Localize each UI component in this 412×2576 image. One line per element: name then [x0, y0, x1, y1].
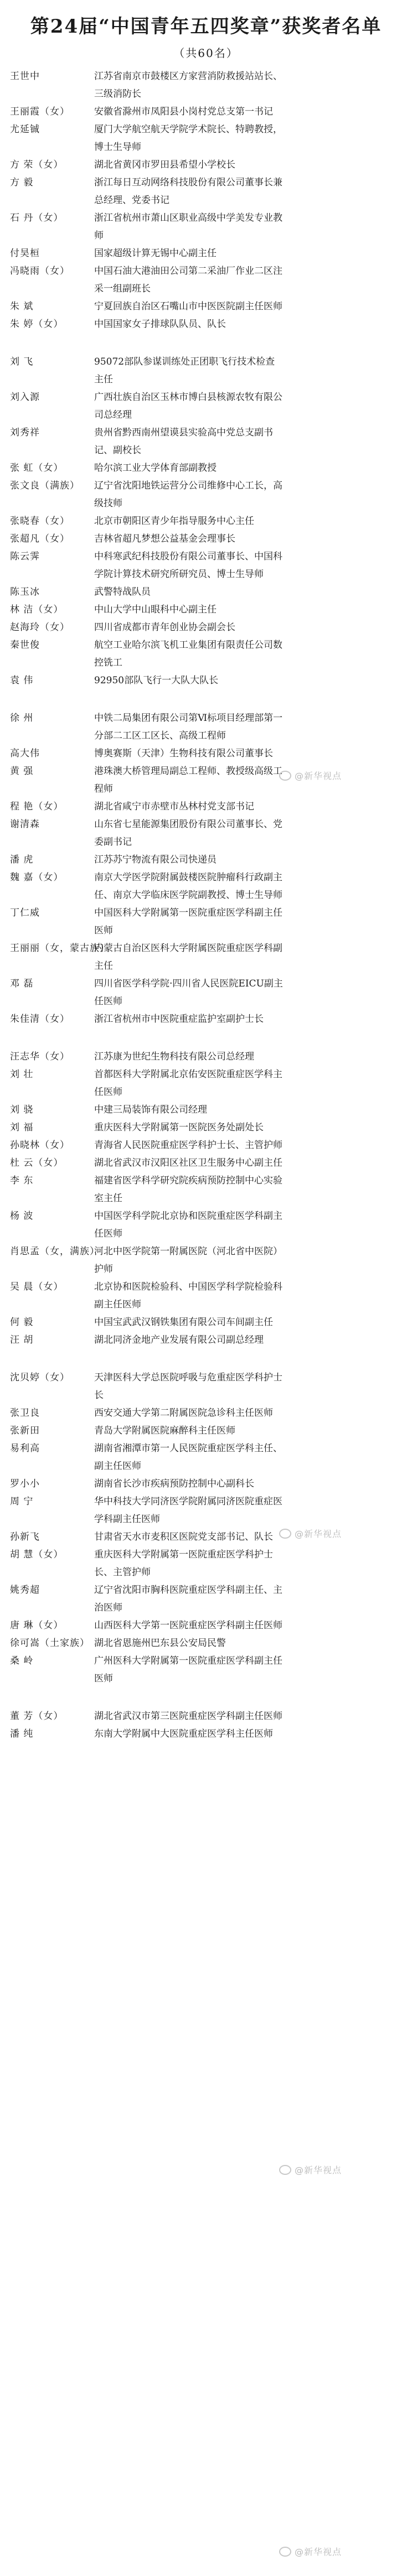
awardee-row — [0, 1278, 412, 1313]
awardee-affiliation: 广西壮族自治区玉林市博白县核源农牧有限公司总经理 — [94, 392, 282, 420]
awardee-affiliation: 中铁二局集团有限公司第Ⅵ标项目经理部第一分部二工区工区长、高级工程师 — [94, 713, 283, 741]
awardee-name: 唐 琳（女） — [10, 1620, 64, 1631]
awardee-row — [0, 1207, 412, 1243]
awardee-row — [0, 548, 412, 583]
awardee-name: 刘秀祥 — [10, 427, 40, 438]
section-gap — [0, 1687, 412, 1707]
awardee-row — [0, 315, 412, 333]
awardee-row — [0, 1493, 412, 1528]
awardee-name: 张新田 — [10, 1425, 40, 1436]
page-subtitle: （共60名） — [173, 46, 239, 60]
awardee-name: 程 艳（女） — [10, 801, 64, 812]
watermark-text: @新华视点 — [295, 1529, 342, 1539]
awardee-name: 何 毅 — [10, 1317, 34, 1328]
awardee-name: 汪 胡 — [10, 1334, 34, 1346]
awardee-row — [0, 583, 412, 601]
awardee-name: 罗小小 — [10, 1478, 40, 1489]
awardee-affiliation: 浙江省杭州市中医院重症监护室副护士长 — [94, 1014, 264, 1025]
awardee-affiliation: 辽宁省沈阳地铁运营分公司维修中心工长，高级技师 — [94, 480, 282, 509]
awardee-name: 刘 壮 — [10, 1069, 34, 1080]
awardee-affiliation: 四川省成都市青年创业协会副会长 — [94, 622, 235, 633]
awardee-affiliation: 江苏苏宁物流有限公司快递员 — [94, 854, 217, 865]
awardee-row — [0, 1725, 412, 1743]
awardee-affiliation: 湖北省咸宁市赤壁市丛林村党支部书记 — [94, 801, 254, 812]
awardee-name: 陈云霁 — [10, 551, 40, 562]
awardee-affiliation: 江苏康为世纪生物科技有限公司总经理 — [94, 1051, 254, 1062]
watermark-text: @新华视点 — [295, 771, 342, 781]
awardee-affiliation: 博奥赛斯（天津）生物科技有限公司董事长 — [94, 748, 273, 759]
awardee-row — [0, 601, 412, 619]
awardee-name: 方 荣（女） — [10, 159, 64, 170]
awardee-row — [0, 1652, 412, 1687]
awardee-name: 张超凡（女） — [10, 533, 70, 544]
awardee-affiliation: 湖南省长沙市疾病预防控制中心副科长 — [94, 1478, 254, 1489]
awardee-row — [0, 1010, 412, 1028]
awardee-name: 魏 嘉（女） — [10, 872, 64, 883]
watermark — [279, 1527, 390, 1540]
awardee-affiliation: 天津医科大学总医院呼吸与危重症医学科护士长 — [94, 1372, 282, 1401]
awardee-affiliation: 广州医科大学附属第一医院重症医学科副主任医师 — [94, 1655, 282, 1684]
awardee-row — [0, 798, 412, 816]
watermark-text: @新华视点 — [295, 2547, 342, 2557]
awardee-name: 刘 飞 — [10, 356, 34, 367]
awardee-name: 邓 磊 — [10, 978, 34, 989]
awardee-row — [0, 1048, 412, 1066]
awardee-name: 刘 骁 — [10, 1104, 34, 1115]
awardee-row — [0, 1475, 412, 1493]
awardee-name: 方 毅 — [10, 177, 34, 188]
awardee-affiliation: 湖北同济金地产业发展有限公司副总经理 — [94, 1334, 264, 1346]
awardee-row — [0, 1634, 412, 1652]
awardee-affiliation: 湖北省黄冈市罗田县希望小学校长 — [94, 159, 235, 170]
awardee-row — [0, 174, 412, 209]
awardee-row — [0, 939, 412, 975]
awardee-affiliation: 青岛大学附属医院麻醉科主任医师 — [94, 1425, 235, 1436]
awardee-name: 吴 晨（女） — [10, 1281, 64, 1292]
awardee-name: 王丽霞（女） — [10, 106, 70, 117]
awardee-name: 杜 云（女） — [10, 1157, 64, 1168]
awardee-row — [0, 209, 412, 245]
awardee-affiliation: 中山大学中山眼科中心副主任 — [94, 604, 217, 615]
awardee-name: 潘 纯 — [10, 1728, 34, 1739]
awardee-affiliation: 中科寒武纪科技股份有限公司董事长、中国科学院计算技术研究所研究员、博士生导师 — [94, 551, 282, 580]
awardee-row — [0, 1707, 412, 1725]
awardee-affiliation: 福建省医学科学研究院疾病预防控制中心实验室主任 — [94, 1175, 282, 1204]
awardee-affiliation: 航空工业哈尔滨飞机工业集团有限责任公司数控铣工 — [94, 640, 282, 668]
awardee-name: 朱 斌 — [10, 301, 34, 312]
awardee-row — [0, 103, 412, 121]
awardee-name: 刘入源 — [10, 392, 40, 403]
awardee-row — [0, 1119, 412, 1136]
awardee-affiliation: 西安交通大学第二附属医院急诊科主任医师 — [94, 1408, 273, 1419]
awardee-affiliation: 中国医学科学院北京协和医院重症医学科副主任医师 — [94, 1211, 282, 1239]
awardee-row — [0, 1422, 412, 1440]
awardee-affiliation: 江苏省南京市鼓楼区方家营消防救援站站长、三级消防长 — [94, 71, 282, 100]
weibo-logo-icon — [279, 2165, 291, 2175]
awardee-row — [0, 459, 412, 477]
awardee-name: 朱 婷（女） — [10, 319, 64, 330]
awardee-row — [0, 1440, 412, 1475]
awardee-affiliation: 92950部队飞行一大队大队长 — [94, 675, 219, 686]
awardee-affiliation: 安徽省滁州市凤阳县小岗村党总支第一书记 — [94, 106, 273, 117]
awardee-row — [0, 636, 412, 672]
awardee-row — [0, 1581, 412, 1617]
awardee-name: 张晓春（女） — [10, 516, 70, 527]
awardee-name: 朱佳清（女） — [10, 1014, 70, 1025]
awardee-affiliation: 南京大学医学院附属鼓楼医院肿瘤科行政副主任、南京大学临床医学院副教授、博士生导师 — [94, 872, 282, 901]
awardee-affiliation: 湖北省恩施州巴东县公安局民警 — [94, 1638, 226, 1649]
awardee-affiliation: 重庆医科大学附属第一医院医务处副处长 — [94, 1122, 264, 1133]
awardee-name: 杨 波 — [10, 1211, 34, 1222]
awardee-row — [0, 1546, 412, 1581]
awardee-affiliation: 武警特战队员 — [94, 586, 151, 598]
awardee-name: 胡 慧（女） — [10, 1549, 64, 1560]
awardee-affiliation: 湖南省湘潭市第一人民医院重症医学科主任、副主任医师 — [94, 1443, 282, 1472]
awardee-affiliation: 港珠澳大桥管理局副总工程师、教授级高级工程师 — [94, 766, 282, 794]
awardee-row — [0, 1066, 412, 1101]
awardee-affiliation: 山东省七星能源集团股份有限公司董事长、党委副书记 — [94, 819, 282, 848]
awardee-row — [0, 1369, 412, 1404]
awardee-row — [0, 1172, 412, 1207]
awardee-affiliation: 浙江每日互动网络科技股份有限公司董事长兼总经理、党委书记 — [94, 177, 282, 206]
awardee-name: 林 洁（女） — [10, 604, 64, 615]
awardee-affiliation: 贵州省黔西南州望谟县实验高中党总支副书记、副校长 — [94, 427, 273, 456]
awardee-affiliation: 华中科技大学同济医学院附属同济医院重症医学科副主任医师 — [94, 1496, 282, 1525]
awardee-name: 刘 福 — [10, 1122, 34, 1133]
awardee-name: 秦世俊 — [10, 640, 40, 651]
awardee-affiliation: 哈尔滨工业大学体育部副教授 — [94, 463, 217, 474]
awardee-row — [0, 262, 412, 298]
page-title: 第24届“中国青年五四奖章”获奖者名单 — [30, 15, 382, 38]
awardee-row — [0, 1313, 412, 1331]
awardee-row — [0, 1136, 412, 1154]
awardee-row — [0, 1331, 412, 1349]
awardee-name: 石 丹（女） — [10, 212, 64, 224]
awardee-name: 袁 伟 — [10, 675, 34, 686]
awardee-affiliation: 中国国家女子排球队队员、队长 — [94, 319, 226, 330]
awardee-row — [0, 869, 412, 904]
awardee-affiliation: 甘肃省天水市麦积区医院党支部书记、队长 — [94, 1531, 273, 1543]
awardee-name: 肖思孟（女，满族） — [10, 1246, 100, 1257]
awardee-name: 王世中 — [10, 71, 40, 82]
awardee-affiliation: 中国石油大港油田公司第二采油厂作业二区注采一组副班长 — [94, 266, 282, 294]
awardee-name: 黄 强 — [10, 766, 34, 777]
awardee-row — [0, 67, 412, 103]
awardee-name: 沈贝婷（女） — [10, 1372, 70, 1383]
awardee-name: 桑 岭 — [10, 1655, 34, 1666]
section-gap — [0, 689, 412, 709]
awardee-row — [0, 245, 412, 262]
watermark-text: @新华视点 — [295, 2165, 342, 2175]
awardee-affiliation: 重庆医科大学附属第一医院重症医学科护士长、主管护师 — [94, 1549, 273, 1578]
awardee-row — [0, 353, 412, 388]
section-gap — [0, 333, 412, 353]
awardee-affiliation: 中国医科大学附属第一医院重症医学科副主任医师 — [94, 907, 282, 936]
weibo-logo-icon — [279, 2547, 291, 2557]
awardee-name: 潘 虎 — [10, 854, 34, 865]
awardee-affiliation: 吉林省超凡梦想公益基金会理事长 — [94, 533, 235, 544]
awardee-name: 尤延铖 — [10, 124, 40, 135]
awardee-row — [0, 816, 412, 851]
awardee-row — [0, 298, 412, 315]
awardee-name: 高大伟 — [10, 748, 40, 759]
awardee-row — [0, 530, 412, 548]
awardee-name: 张卫良 — [10, 1408, 40, 1419]
awardee-row — [0, 1404, 412, 1422]
awardee-list — [0, 67, 412, 1743]
awardee-row — [0, 709, 412, 745]
awardee-affiliation: 宁夏回族自治区石嘴山市中医医院副主任医师 — [94, 301, 282, 312]
awardee-name: 张文良（满族） — [10, 480, 80, 491]
section-gap — [0, 1349, 412, 1369]
awardee-name: 冯晓雨（女） — [10, 266, 70, 277]
awardee-row — [0, 975, 412, 1010]
awardee-row — [0, 121, 412, 156]
weibo-logo-icon — [279, 1529, 291, 1539]
awardee-row — [0, 672, 412, 689]
awardee-name: 易利高 — [10, 1443, 40, 1454]
awardee-row — [0, 1243, 412, 1278]
awardee-affiliation: 北京市朝阳区青少年指导服务中心主任 — [94, 516, 254, 527]
awardee-name: 付昊桓 — [10, 248, 40, 259]
awardee-affiliation: 湖北省武汉市汉阳区社区卫生服务中心副主任 — [94, 1157, 282, 1168]
awardee-row — [0, 388, 412, 424]
awardee-affiliation: 北京协和医院检验科、中国医学科学院检验科副主任医师 — [94, 1281, 282, 1310]
awardee-row — [0, 512, 412, 530]
watermark — [279, 2163, 390, 2176]
awardee-affiliation: 中国宝武武汉钢铁集团有限公司车间副主任 — [94, 1317, 273, 1328]
awardee-affiliation: 山西医科大学第一医院重症医学科副主任医师 — [94, 1620, 282, 1631]
awardee-row — [0, 851, 412, 869]
awardee-row — [0, 904, 412, 939]
awardee-affiliation: 辽宁省沈阳市胸科医院重症医学科副主任、主治医师 — [94, 1585, 282, 1613]
awardee-row — [0, 1101, 412, 1119]
awardee-name: 徐 州 — [10, 713, 34, 724]
awardee-affiliation: 国家超级计算无锡中心副主任 — [94, 248, 217, 259]
awardee-row — [0, 1617, 412, 1634]
awardee-name: 孙新飞 — [10, 1531, 40, 1543]
awardee-name: 赵海玲（女） — [10, 622, 70, 633]
awardee-affiliation: 湖北省武汉市第三医院重症医学科副主任医师 — [94, 1711, 282, 1722]
awardee-affiliation: 厦门大学航空航天学院学术院长、特聘教授，博士生导师 — [94, 124, 282, 153]
awardee-affiliation: 首都医科大学附属北京佑安医院重症医学科主任医师 — [94, 1069, 282, 1098]
awardee-affiliation: 内蒙古自治区医科大学附属医院重症医学科副主任 — [94, 943, 282, 972]
awardee-affiliation: 青海省人民医院重症医学科护士长、主管护师 — [94, 1140, 282, 1151]
watermark — [279, 769, 390, 782]
awardee-row — [0, 619, 412, 636]
awardee-name: 谢清森 — [10, 819, 40, 830]
awardee-name: 王丽丽（女，蒙古族） — [10, 943, 110, 954]
awardee-name: 丁仁威 — [10, 907, 40, 918]
awardee-affiliation: 中建三局装饰有限公司经理 — [94, 1104, 207, 1115]
awardee-affiliation: 95072部队参谋训练处正团职飞行技术检查主任 — [94, 356, 275, 385]
awardee-row — [0, 156, 412, 174]
awardee-name: 董 芳（女） — [10, 1711, 64, 1722]
awardee-row — [0, 1154, 412, 1172]
awardee-name: 徐可嵩（土家族） — [10, 1638, 90, 1649]
awardee-affiliation: 东南大学附属中大医院重症医学科主任医师 — [94, 1728, 273, 1739]
awardee-row — [0, 424, 412, 459]
awardee-name: 汪志华（女） — [10, 1051, 70, 1062]
awardee-name: 孙晓林（女） — [10, 1140, 70, 1151]
watermark — [279, 2545, 390, 2558]
awardee-affiliation: 河北中医学院第一附属医院（河北省中医院）护师 — [94, 1246, 282, 1275]
awardee-affiliation: 四川省医学科学院·四川省人民医院EICU副主任医师 — [94, 978, 283, 1007]
awardee-affiliation: 浙江省杭州市萧山区职业高级中学美发专业教师 — [94, 212, 282, 241]
awardee-name: 张 虹（女） — [10, 463, 64, 474]
awardee-name: 姚秀超 — [10, 1585, 40, 1596]
awardee-name: 陈玉冰 — [10, 586, 40, 598]
awardee-name: 周 宁 — [10, 1496, 34, 1507]
section-gap — [0, 1028, 412, 1048]
weibo-logo-icon — [279, 771, 291, 781]
awardee-name: 李 东 — [10, 1175, 34, 1186]
awardee-row — [0, 745, 412, 762]
awardee-row — [0, 477, 412, 512]
